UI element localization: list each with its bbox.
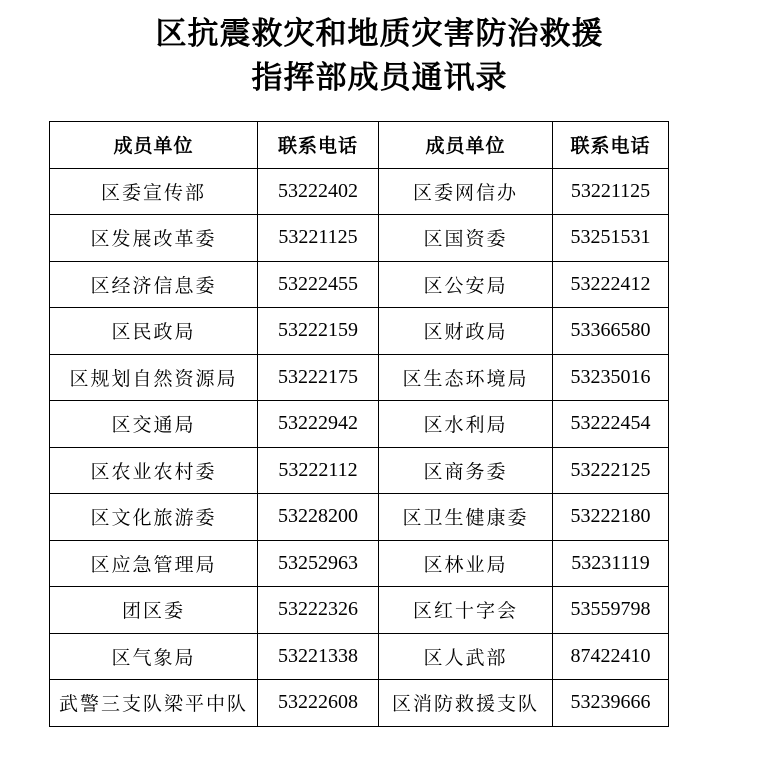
table-row (50, 680, 669, 727)
unit-name-cell: 区应急管理局 (50, 540, 258, 587)
table-row (50, 354, 669, 401)
table-row (50, 168, 669, 215)
unit-name-cell: 区农业农村委 (50, 447, 258, 494)
unit-name-cell: 区规划自然资源局 (50, 354, 258, 401)
phone-number-cell: 53222180 (553, 494, 669, 541)
phone-number-cell: 53222112 (258, 447, 379, 494)
unit-name-cell: 区林业局 (379, 540, 553, 587)
unit-name-cell: 区财政局 (379, 308, 553, 355)
unit-name-cell: 区消防救援支队 (379, 680, 553, 727)
unit-name-cell: 区发展改革委 (50, 215, 258, 262)
phone-number-cell: 53222455 (258, 261, 379, 308)
table-row (50, 494, 669, 541)
phone-number-cell: 53239666 (553, 680, 669, 727)
table-row (50, 540, 669, 587)
phone-number-cell: 53222125 (553, 447, 669, 494)
unit-name-cell: 区经济信息委 (50, 261, 258, 308)
unit-name-cell: 区商务委 (379, 447, 553, 494)
phone-number-cell: 53222412 (553, 261, 669, 308)
table-row (50, 261, 669, 308)
table-header-row (50, 122, 669, 169)
phone-number-cell: 53221125 (258, 215, 379, 262)
phone-number-cell: 53252963 (258, 540, 379, 587)
phone-number-cell: 53222326 (258, 587, 379, 634)
document-title (0, 12, 759, 100)
table-body (50, 168, 669, 726)
unit-name-cell: 区生态环境局 (379, 354, 553, 401)
unit-name-cell: 区交通局 (50, 401, 258, 448)
unit-name-cell: 武警三支队梁平中队 (50, 680, 258, 727)
phone-number-cell: 53559798 (553, 587, 669, 634)
table-row (50, 447, 669, 494)
unit-name-cell: 区国资委 (379, 215, 553, 262)
unit-name-cell: 区委宣传部 (50, 168, 258, 215)
title-line-2: 指挥部成员通讯录 (251, 60, 508, 96)
phone-number-cell: 53222159 (258, 308, 379, 355)
phone-number-cell: 53231119 (553, 540, 669, 587)
table-row (50, 587, 669, 634)
phone-number-cell: 53222942 (258, 401, 379, 448)
title-line-1: 区抗震救灾和地质灾害防治救援 (155, 16, 604, 52)
phone-number-cell: 53222402 (258, 168, 379, 215)
contact-directory-table (49, 121, 669, 727)
phone-number-cell: 53222175 (258, 354, 379, 401)
phone-number-cell: 53221338 (258, 633, 379, 680)
table-row (50, 633, 669, 680)
phone-number-cell: 87422410 (553, 633, 669, 680)
unit-name-cell: 区卫生健康委 (379, 494, 553, 541)
phone-number-cell: 53221125 (553, 168, 669, 215)
unit-name-cell: 区文化旅游委 (50, 494, 258, 541)
table-row (50, 401, 669, 448)
header-unit-left: 成员单位 (50, 122, 258, 169)
unit-name-cell: 区红十字会 (379, 587, 553, 634)
header-phone-left: 联系电话 (258, 122, 379, 169)
unit-name-cell: 区民政局 (50, 308, 258, 355)
header-phone-right: 联系电话 (553, 122, 669, 169)
header-unit-right: 成员单位 (379, 122, 553, 169)
table-row (50, 215, 669, 262)
unit-name-cell: 区气象局 (50, 633, 258, 680)
phone-number-cell: 53228200 (258, 494, 379, 541)
phone-number-cell: 53235016 (553, 354, 669, 401)
unit-name-cell: 区公安局 (379, 261, 553, 308)
unit-name-cell: 区人武部 (379, 633, 553, 680)
phone-number-cell: 53251531 (553, 215, 669, 262)
table-row (50, 308, 669, 355)
unit-name-cell: 区委网信办 (379, 168, 553, 215)
phone-number-cell: 53366580 (553, 308, 669, 355)
phone-number-cell: 53222454 (553, 401, 669, 448)
unit-name-cell: 区水利局 (379, 401, 553, 448)
phone-number-cell: 53222608 (258, 680, 379, 727)
unit-name-cell: 团区委 (50, 587, 258, 634)
